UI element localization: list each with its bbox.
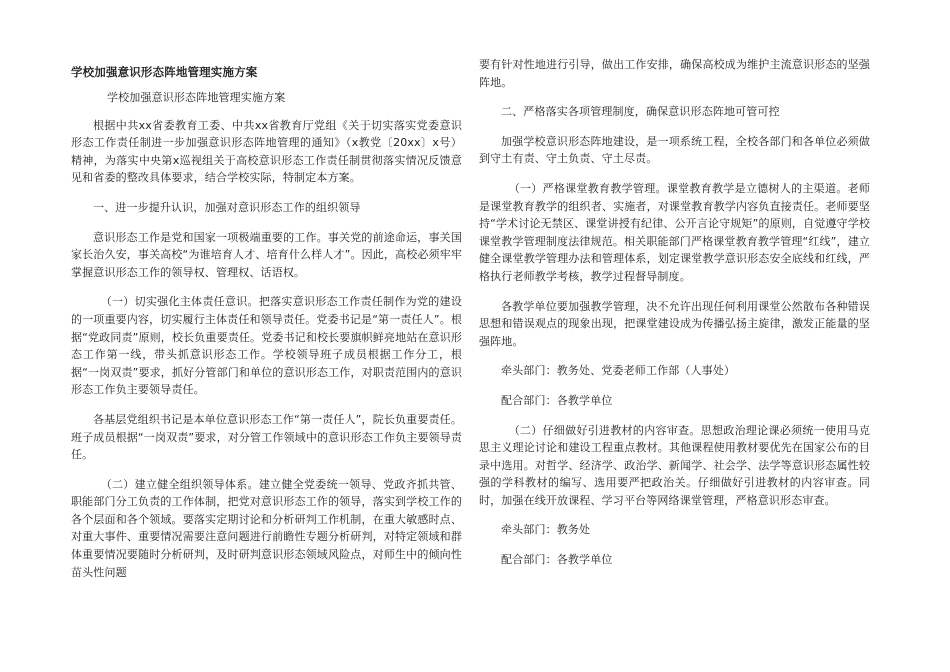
section-heading: 一、进一步提升认识，加强对意识形态工作的组织领导 [93, 200, 361, 214]
paragraph: 各基层党组织书记是本单位意识形态工作“第一责任人”，院长负重要责任。班子成员根据“一岗双责”要求，对分管工作领域中的意识形态工作负主要领导责任。 [71, 412, 462, 462]
section-heading: 二、严格落实各项管理制度，确保意识形态阵地可管可控 [501, 105, 780, 119]
paragraph: （一）切实强化主体责任意识。把落实意识形态工作责任制作为党的建设的一项重要内容，切实履行主体责任和领导责任。党委书记是“第一责任人”。根据“党政同责”原则，校长负重要责任。党委书记和校长要旗帜鲜亮地站在意识形态工作第一线，带头抓意识形态工作。学校领导班子成员根据工作分工，根据“一岗双责”要求，抓好分管部门和单位的意识形态工作，对职责范围内的意识形态工作负主要领导责任。 [71, 295, 462, 397]
paragraph: 牵头部门：教务处、党委老师工作部（人事处） [501, 364, 736, 378]
paragraph: 配合部门：各教学单位 [501, 553, 613, 567]
right-column [479, 56, 870, 581]
paragraph: 配合部门：各教学单位 [501, 393, 613, 407]
paragraph: 加强学校意识形态阵地建设，是一项系统工程，全校各部门和各单位必须做到守土有责、守土负责、守土尽责。 [479, 134, 870, 166]
document-subtitle: 学校加强意识形态阵地管理实施方案 [107, 91, 286, 104]
paragraph: （二）仔细做好引进教材的内容审查。思想政治理论课必须统一使用马克思主义理论讨论和建设工程重点教材。其他课程使用教材要优先在国家公布的目录中选用。对哲学、经济学、政治学、新闻学、社会学、法学等意识形态属性较强的学科教材的编写、选用要严把政治关。仔细做好引进教材的内容审查。同时，加强在线开放课程、学习平台等网络课堂管理，严格意识形态审查。 [479, 423, 870, 507]
paragraph: 意识形态工作是党和国家一项极端重要的工作。事关党的前途命运，事关国家长治久安，事关高校“为谁培育人才、培育什么样人才”。因此，高校必须牢牢掌握意识形态工作的领导权、管理权、话语权。 [71, 230, 462, 279]
right-body [479, 56, 870, 569]
paragraph: （二）建立健全组织领导体系。建立健全党委统一领导、党政齐抓共管、职能部门分工负责的工作体制，把党对意识形态工作的领导，落实到学校工作的各个层面和各个领域。要落实定期讨论和分析研判工作机制，在重大敏感时点、对重大事件、重要情况需要注意问题进行前瞻性专题分析研判，对特定领域和群体重要情况要随时分析研判，及时研判意识形态领域风险点，对师生中的倾向性苗头性问题 [71, 477, 462, 579]
document-title: 学校加强意识形态阵地管理实施方案 [71, 65, 258, 79]
paragraph: 各教学单位要加强教学管理，决不允许出现任何利用课堂公然散布各种错误思想和错误观点的现象出现，把课堂建设成为传播弘扬主旋律，激发正能量的坚强阵地。 [479, 299, 870, 348]
paragraph: （一）严格课堂教育教学管理。课堂教育教学是立德树人的主渠道。老师是课堂教育教学的组织者、实施者，对课堂教育教学内容负直接责任。老师要坚持“学术讨论无禁区、课堂讲授有纪律、公开言论守规矩”的原则，自觉遵守学校课堂教学管理制度法律规范。相关职能部门严格课堂教育教学管理“红线”，建立健全课堂教学管理办法和管理体系，划定课堂教学意识形态安全底线和红线，严格执行老师教学考核，教学过程督导制度。 [479, 181, 870, 283]
paragraph: 牵头部门：教务处 [501, 523, 591, 537]
paragraph: 要有针对性地进行引导，做出工作安排，确保高校成为维护主流意识形态的坚强阵地。 [479, 58, 870, 89]
left-body [71, 117, 462, 582]
left-column [71, 64, 462, 593]
paragraph: 根据中共xx省委教育工委、中共xx省教育厅党组《关于切实落实党委意识形态工作责任制进一步加强意识形态阵地管理的通知》（x教党〔20xx〕x号）精神，为落实中央第x巡视组关于高校意识形态工作责任制贯彻落实情况反馈意见和省委的整改具体要求，结合学校实际，特制定本方案。 [71, 118, 462, 185]
